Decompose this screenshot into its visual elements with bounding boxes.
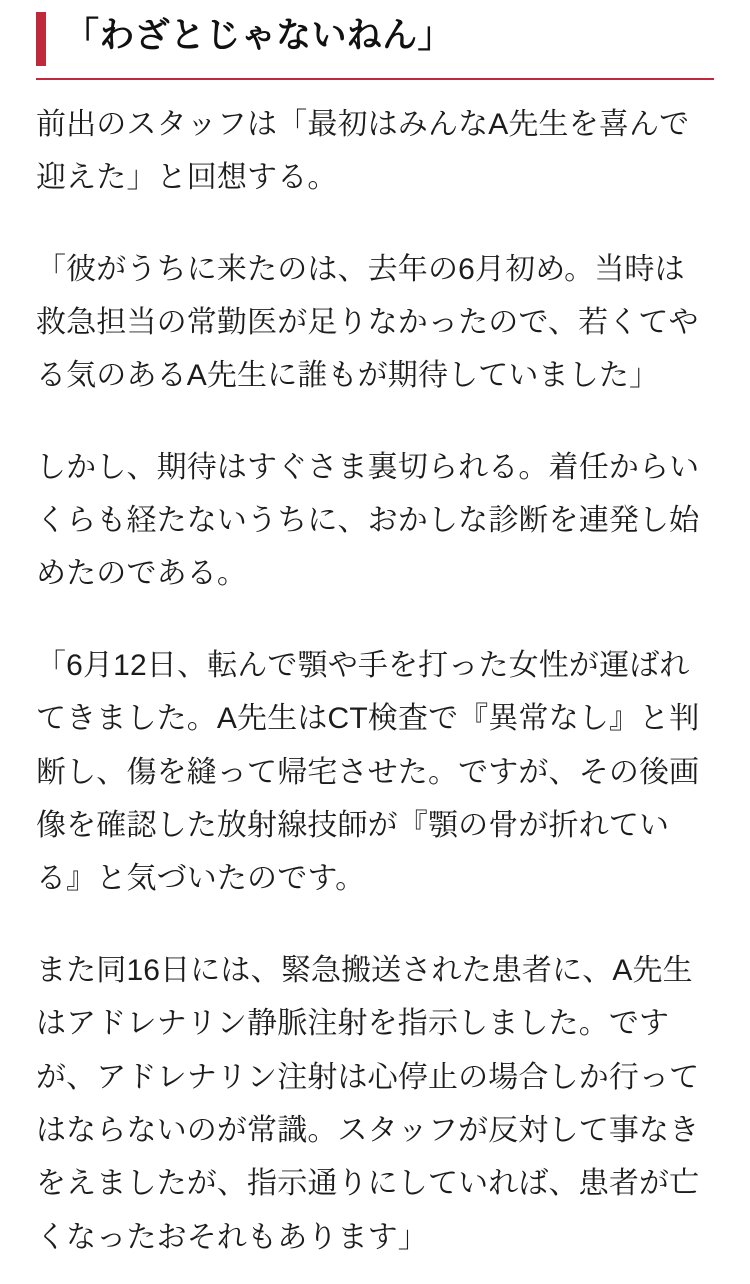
page-title: 「わざとじゃないねん」 — [64, 16, 453, 55]
paragraph: 「彼がうちに来たのは、去年の6月初め。当時は救急担当の常勤医が足りなかったので、若くてやる気のあるA先生に誰もが期待していました」 — [36, 252, 699, 393]
paragraph: 前出のスタッフは「最初はみんなA先生を喜んで迎えた」と回想する。 — [36, 107, 690, 195]
paragraph: しかし、期待はすぐさま裏切られる。着任からいくらも経たないうちに、おかしな診断を連発し始めたのである。 — [36, 450, 700, 591]
section-heading — [36, 0, 714, 80]
paragraph: 「6月12日、転んで顎や手を打った女性が運ばれてきました。A先生はCT検査で『異常なし』と判断し、傷を縫って帰宅させた。ですが、その後画像を確認した放射線技師が『顎の骨が折れている』と気づいたのです。 — [36, 648, 700, 896]
paragraph: また同16日には、緊急搬送された患者に、A先生はアドレナリン静脈注射を指示しました。ですが、アドレナリン注射は心停止の場合しか行ってはならないのが常識。スタッフが反対して事なきをえましたが、指示通りにしていれば、患者が亡くなったおそれもあります」 — [36, 953, 700, 1254]
accent-bar — [36, 12, 46, 66]
article-body — [36, 80, 714, 1264]
